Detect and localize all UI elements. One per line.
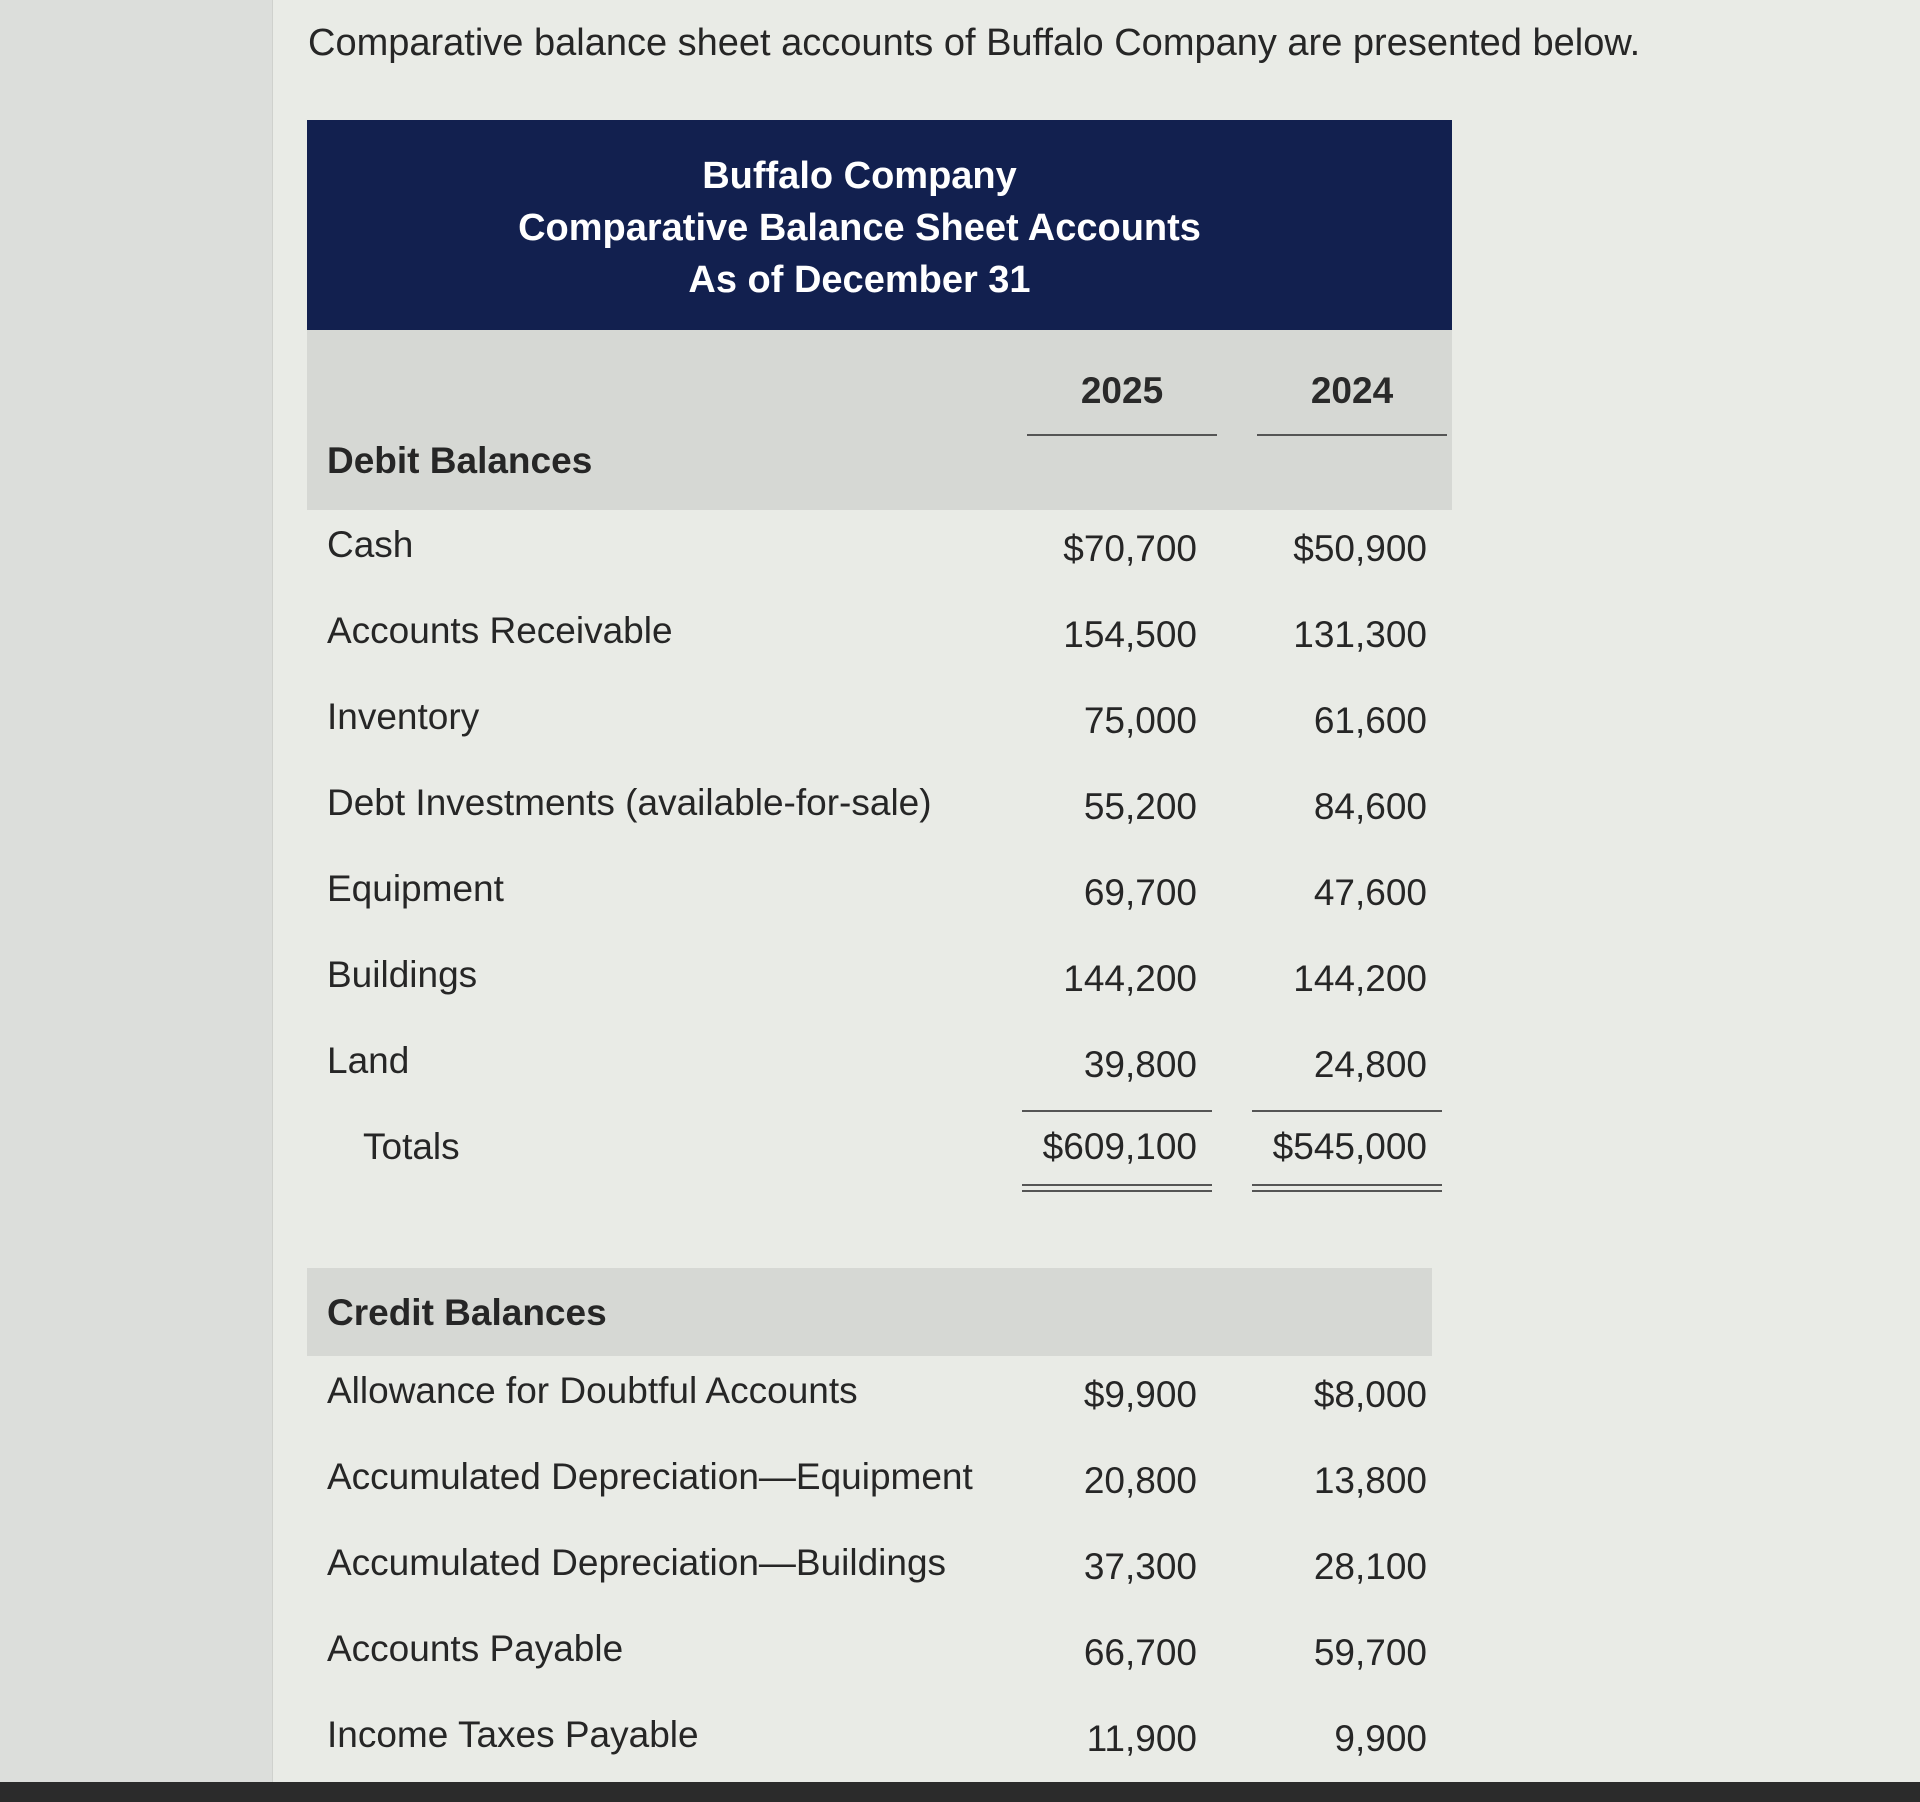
row-label: Inventory xyxy=(327,696,480,737)
column-header-band xyxy=(307,330,1452,510)
row-label: Buildings xyxy=(327,954,478,995)
statement-title: Comparative Balance Sheet Accounts xyxy=(518,207,1201,249)
left-margin xyxy=(0,0,273,1802)
row-label: Allowance for Doubtful Accounts xyxy=(327,1370,858,1411)
value-2025: 144,200 xyxy=(1063,958,1197,999)
table-row xyxy=(307,510,1452,596)
value-2024: 47,600 xyxy=(1313,872,1427,913)
row-label: Accumulated Depreciation—Equipment xyxy=(327,1456,973,1497)
value-2024: 28,100 xyxy=(1313,1546,1427,1587)
row-label: Income Taxes Payable xyxy=(327,1714,699,1755)
value-2024: 131,300 xyxy=(1293,614,1427,655)
row-label: Cash xyxy=(327,524,414,565)
intro-text: Comparative balance sheet accounts of Buffalo Company are presented below. xyxy=(308,22,1641,64)
total-2024: $545,000 xyxy=(1272,1126,1427,1167)
statement-date: As of December 31 xyxy=(688,259,1031,301)
table-row xyxy=(307,1442,1452,1528)
value-2025: 55,200 xyxy=(1083,786,1197,827)
table-row xyxy=(307,1700,1452,1786)
value-2025: $9,900 xyxy=(1083,1374,1197,1415)
credit-balances-title: Credit Balances xyxy=(327,1292,607,1333)
row-label: Debt Investments (available-for-sale) xyxy=(327,782,932,823)
total-double-rule xyxy=(1022,1184,1212,1192)
debit-rows xyxy=(307,510,1452,1198)
row-label: Accounts Receivable xyxy=(327,610,673,651)
table-row xyxy=(307,768,1452,854)
value-2024: 144,200 xyxy=(1293,958,1427,999)
value-2024: 24,800 xyxy=(1313,1044,1427,1085)
value-2025: 75,000 xyxy=(1083,700,1197,741)
value-2024: 9,900 xyxy=(1334,1718,1427,1759)
row-label: Equipment xyxy=(327,868,504,909)
column-header-2025: 2025 xyxy=(1027,370,1217,436)
value-2025: 66,700 xyxy=(1083,1632,1197,1673)
table-row xyxy=(307,1528,1452,1614)
table-row xyxy=(307,682,1452,768)
value-2025: 69,700 xyxy=(1083,872,1197,913)
credit-rows xyxy=(307,1356,1452,1786)
totals-label: Totals xyxy=(363,1126,460,1167)
monitor-bottom-edge xyxy=(0,1782,1920,1802)
table-header-band xyxy=(307,120,1452,330)
table-row xyxy=(307,940,1452,1026)
value-2025: 37,300 xyxy=(1083,1546,1197,1587)
company-name: Buffalo Company xyxy=(702,155,1017,197)
value-2025: 11,900 xyxy=(1086,1718,1197,1759)
value-2024: $8,000 xyxy=(1313,1374,1427,1415)
table-row xyxy=(307,854,1452,940)
row-label: Accounts Payable xyxy=(327,1628,624,1669)
row-label: Accumulated Depreciation—Buildings xyxy=(327,1542,947,1583)
value-2025: 154,500 xyxy=(1063,614,1197,655)
debit-balances-title: Debit Balances xyxy=(327,440,593,481)
value-2024: 84,600 xyxy=(1313,786,1427,827)
row-label: Land xyxy=(327,1040,410,1081)
table-row xyxy=(307,1356,1452,1442)
credit-header-band xyxy=(307,1268,1432,1356)
value-2024: $50,900 xyxy=(1293,528,1427,569)
value-2024: 13,800 xyxy=(1313,1460,1427,1501)
total-double-rule xyxy=(1252,1184,1442,1192)
balance-sheet-table xyxy=(307,120,1452,1786)
value-2025: $70,700 xyxy=(1063,528,1197,569)
table-row xyxy=(307,1026,1452,1112)
table-row xyxy=(307,596,1452,682)
value-2025: 39,800 xyxy=(1083,1044,1197,1085)
totals-row xyxy=(307,1112,1452,1198)
column-header-2024: 2024 xyxy=(1257,370,1447,436)
value-2024: 61,600 xyxy=(1313,700,1427,741)
section-spacer xyxy=(307,1198,1452,1268)
value-2025: 20,800 xyxy=(1083,1460,1197,1501)
value-2024: 59,700 xyxy=(1313,1632,1427,1673)
table-row xyxy=(307,1614,1452,1700)
total-2025: $609,100 xyxy=(1042,1126,1197,1167)
